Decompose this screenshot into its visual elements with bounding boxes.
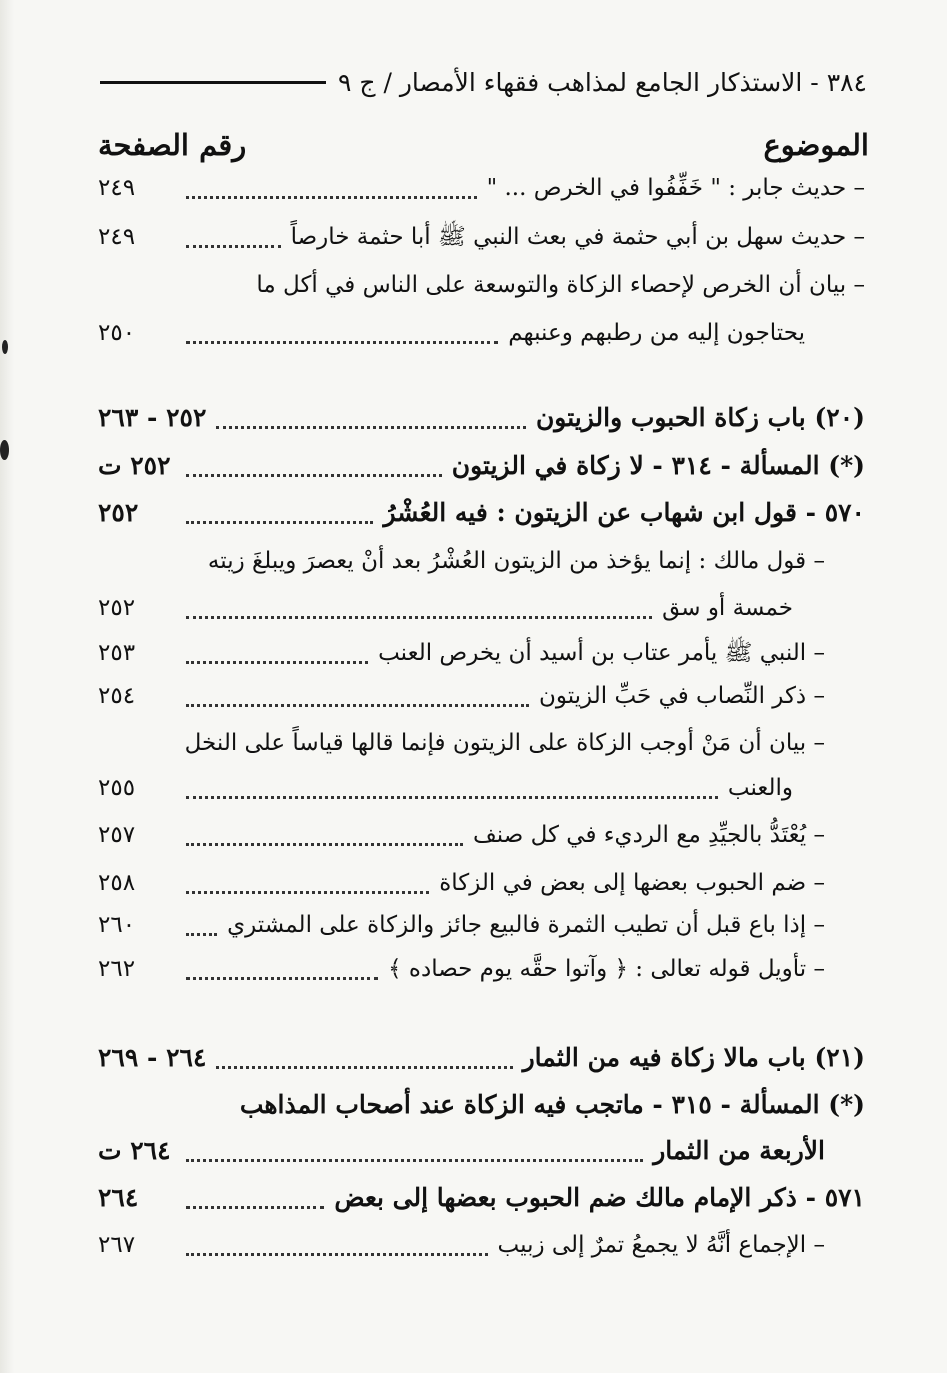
toc-entry-page: ٢٥٢ ت — [98, 451, 171, 480]
toc-entry-title: – قول مالك : إنما يؤخذ من الزيتون العُشْرُ بعد أنْ يعصرَ ويبلغَ زيته — [207, 548, 825, 574]
toc-entry-title: – إذا باع قبل أن تطيب الثمرة فالبيع جائز والزكاة على المشتري — [227, 912, 825, 938]
toc-entry-title: – تأويل قوله تعالى : ﴿ وآتوا حقَّه يوم حصاده ﴾ — [388, 956, 825, 982]
dot-leader — [186, 245, 281, 248]
toc-entry — [98, 395, 865, 441]
toc-entry — [98, 490, 865, 536]
toc-entry-page: ٢٥٧ — [98, 822, 136, 848]
toc-entry-title: (٢١) باب مالا زكاة فيه من الثمار — [522, 1043, 865, 1072]
toc-entry-page: ٢٤٩ — [98, 175, 136, 201]
toc-entry-page: ٢٥٥ — [98, 775, 136, 801]
toc-entry-page: ٢٥٨ — [98, 870, 136, 896]
toc-entry-page: ٢٥٠ — [98, 320, 136, 346]
toc-entry — [98, 1035, 865, 1081]
toc-entry — [98, 585, 865, 631]
toc-entry — [98, 443, 865, 489]
toc-entry-title: – النبي ﷺ يأمر عتاب بن أسيد أن يخرص العنب — [378, 640, 825, 666]
toc-entry-page: ٢٥٤ — [98, 683, 136, 709]
toc-entry-title: (٢٠) باب زكاة الحبوب والزيتون — [535, 403, 865, 432]
toc-entry — [98, 720, 865, 766]
ink-mark — [2, 340, 8, 354]
toc-entry-title: خمسة أو سق — [662, 595, 793, 621]
toc-entry-title: ٥٧١ - ذكر الإمام مالك ضم الحبوب بعضها إلى بعض — [334, 1183, 865, 1212]
toc-entry — [98, 630, 865, 676]
toc-entry — [98, 1175, 865, 1221]
toc-entry — [98, 214, 865, 260]
dot-leader — [216, 426, 526, 429]
dot-leader — [186, 474, 442, 477]
toc-entry-title: – بيان أن الخرص لإحصاء الزكاة والتوسعة على الناس في أكل ما — [256, 272, 865, 298]
toc-entry-title: (*) المسألة - ٣١٤ - لا زكاة في الزيتون — [451, 451, 865, 480]
toc-entry-page: ٢٤٩ — [98, 224, 136, 250]
toc-entry — [98, 673, 865, 719]
dot-leader — [186, 704, 529, 707]
toc-entry — [98, 262, 865, 308]
toc-entry-title: – ضم الحبوب بعضها إلى بعض في الزكاة — [439, 870, 825, 896]
toc-entry-page: ٢٥٣ — [98, 640, 136, 666]
toc-entry — [98, 1128, 865, 1174]
topic-column-heading: الموضوع — [763, 128, 869, 162]
toc-entry-title: الأربعة من الثمار — [653, 1136, 825, 1165]
toc-entry — [98, 310, 865, 356]
page-number-column-heading: رقم الصفحة — [98, 128, 247, 162]
toc-entry-title: – الإجماع أنَّهُ لا يجمعُ تمرٌ إلى زبيب — [497, 1232, 825, 1258]
dot-leader — [186, 843, 463, 846]
running-head: ٣٨٤ - الاستذكار الجامع لمذاهب فقهاء الأمصار / ج ٩ — [337, 67, 867, 97]
dot-leader — [186, 661, 368, 664]
toc-entry-title: (*) المسألة - ٣١٥ - ماتجب فيه الزكاة عند أصحاب المذاهب — [239, 1090, 865, 1119]
dot-leader — [186, 1253, 488, 1256]
toc-entry-page: ٢٥٢ — [98, 595, 136, 621]
toc-entry-title: والعنب — [727, 775, 793, 801]
toc-entry-title: – ذكر النِّصاب في حَبِّ الزيتون — [538, 683, 825, 709]
toc-entry — [98, 946, 865, 992]
toc-entry-title: – حديث جابر : " خَفِّفُوا في الخرص ... " — [486, 175, 865, 201]
toc-entry — [98, 1222, 865, 1268]
toc-entry-page: ٢٦٤ ت — [98, 1136, 171, 1165]
dot-leader — [186, 891, 429, 894]
header-rule — [100, 81, 326, 84]
toc-entry-page: ٢٦٧ — [98, 1232, 136, 1258]
toc-entry — [98, 902, 865, 948]
toc-entry — [98, 765, 865, 811]
dot-leader — [186, 521, 373, 524]
dot-leader — [186, 933, 217, 936]
dot-leader — [216, 1066, 512, 1069]
toc-entry-title: – حديث سهل بن أبي حثمة في بعث النبي ﷺ أبا حثمة خارصاً — [290, 224, 865, 250]
toc-entry — [98, 165, 865, 211]
toc-entry-page: ٢٦٤ — [98, 1183, 139, 1212]
ink-mark — [0, 440, 9, 460]
toc-entry-title: – يُعْتَدُّ بالجيِّدِ مع الرديء في كل صنف — [473, 822, 825, 848]
page-edge — [0, 0, 14, 1373]
toc-entry — [98, 860, 865, 906]
toc-entry — [98, 812, 865, 858]
dot-leader — [186, 977, 378, 980]
dot-leader — [186, 341, 498, 344]
toc-entry-page: ٢٦٤ - ٢٦٩ — [98, 1043, 207, 1072]
dot-leader — [186, 796, 718, 799]
toc-entry-title: – بيان أن مَنْ أوجب الزكاة على الزيتون فإنما قالها قياساً على النخل — [184, 730, 825, 756]
dot-leader — [186, 196, 477, 199]
toc-entry-page: ٢٦٠ — [98, 912, 136, 938]
dot-leader — [186, 1206, 324, 1209]
toc-entry-title: يحتاجون إليه من رطبهم وعنبهم — [508, 320, 805, 346]
page-header — [100, 66, 867, 98]
dot-leader — [186, 616, 652, 619]
toc-entry-page: ٢٥٢ - ٢٦٣ — [98, 403, 207, 432]
toc-entry — [98, 1082, 865, 1128]
toc-entry — [98, 538, 865, 584]
toc-entry-title: ٥٧٠ - قول ابن شهاب عن الزيتون : فيه العُشْرُ — [383, 498, 865, 527]
dot-leader — [186, 1159, 643, 1162]
toc-entry-page: ٢٦٢ — [98, 956, 136, 982]
toc-entry-page: ٢٥٢ — [98, 498, 139, 527]
